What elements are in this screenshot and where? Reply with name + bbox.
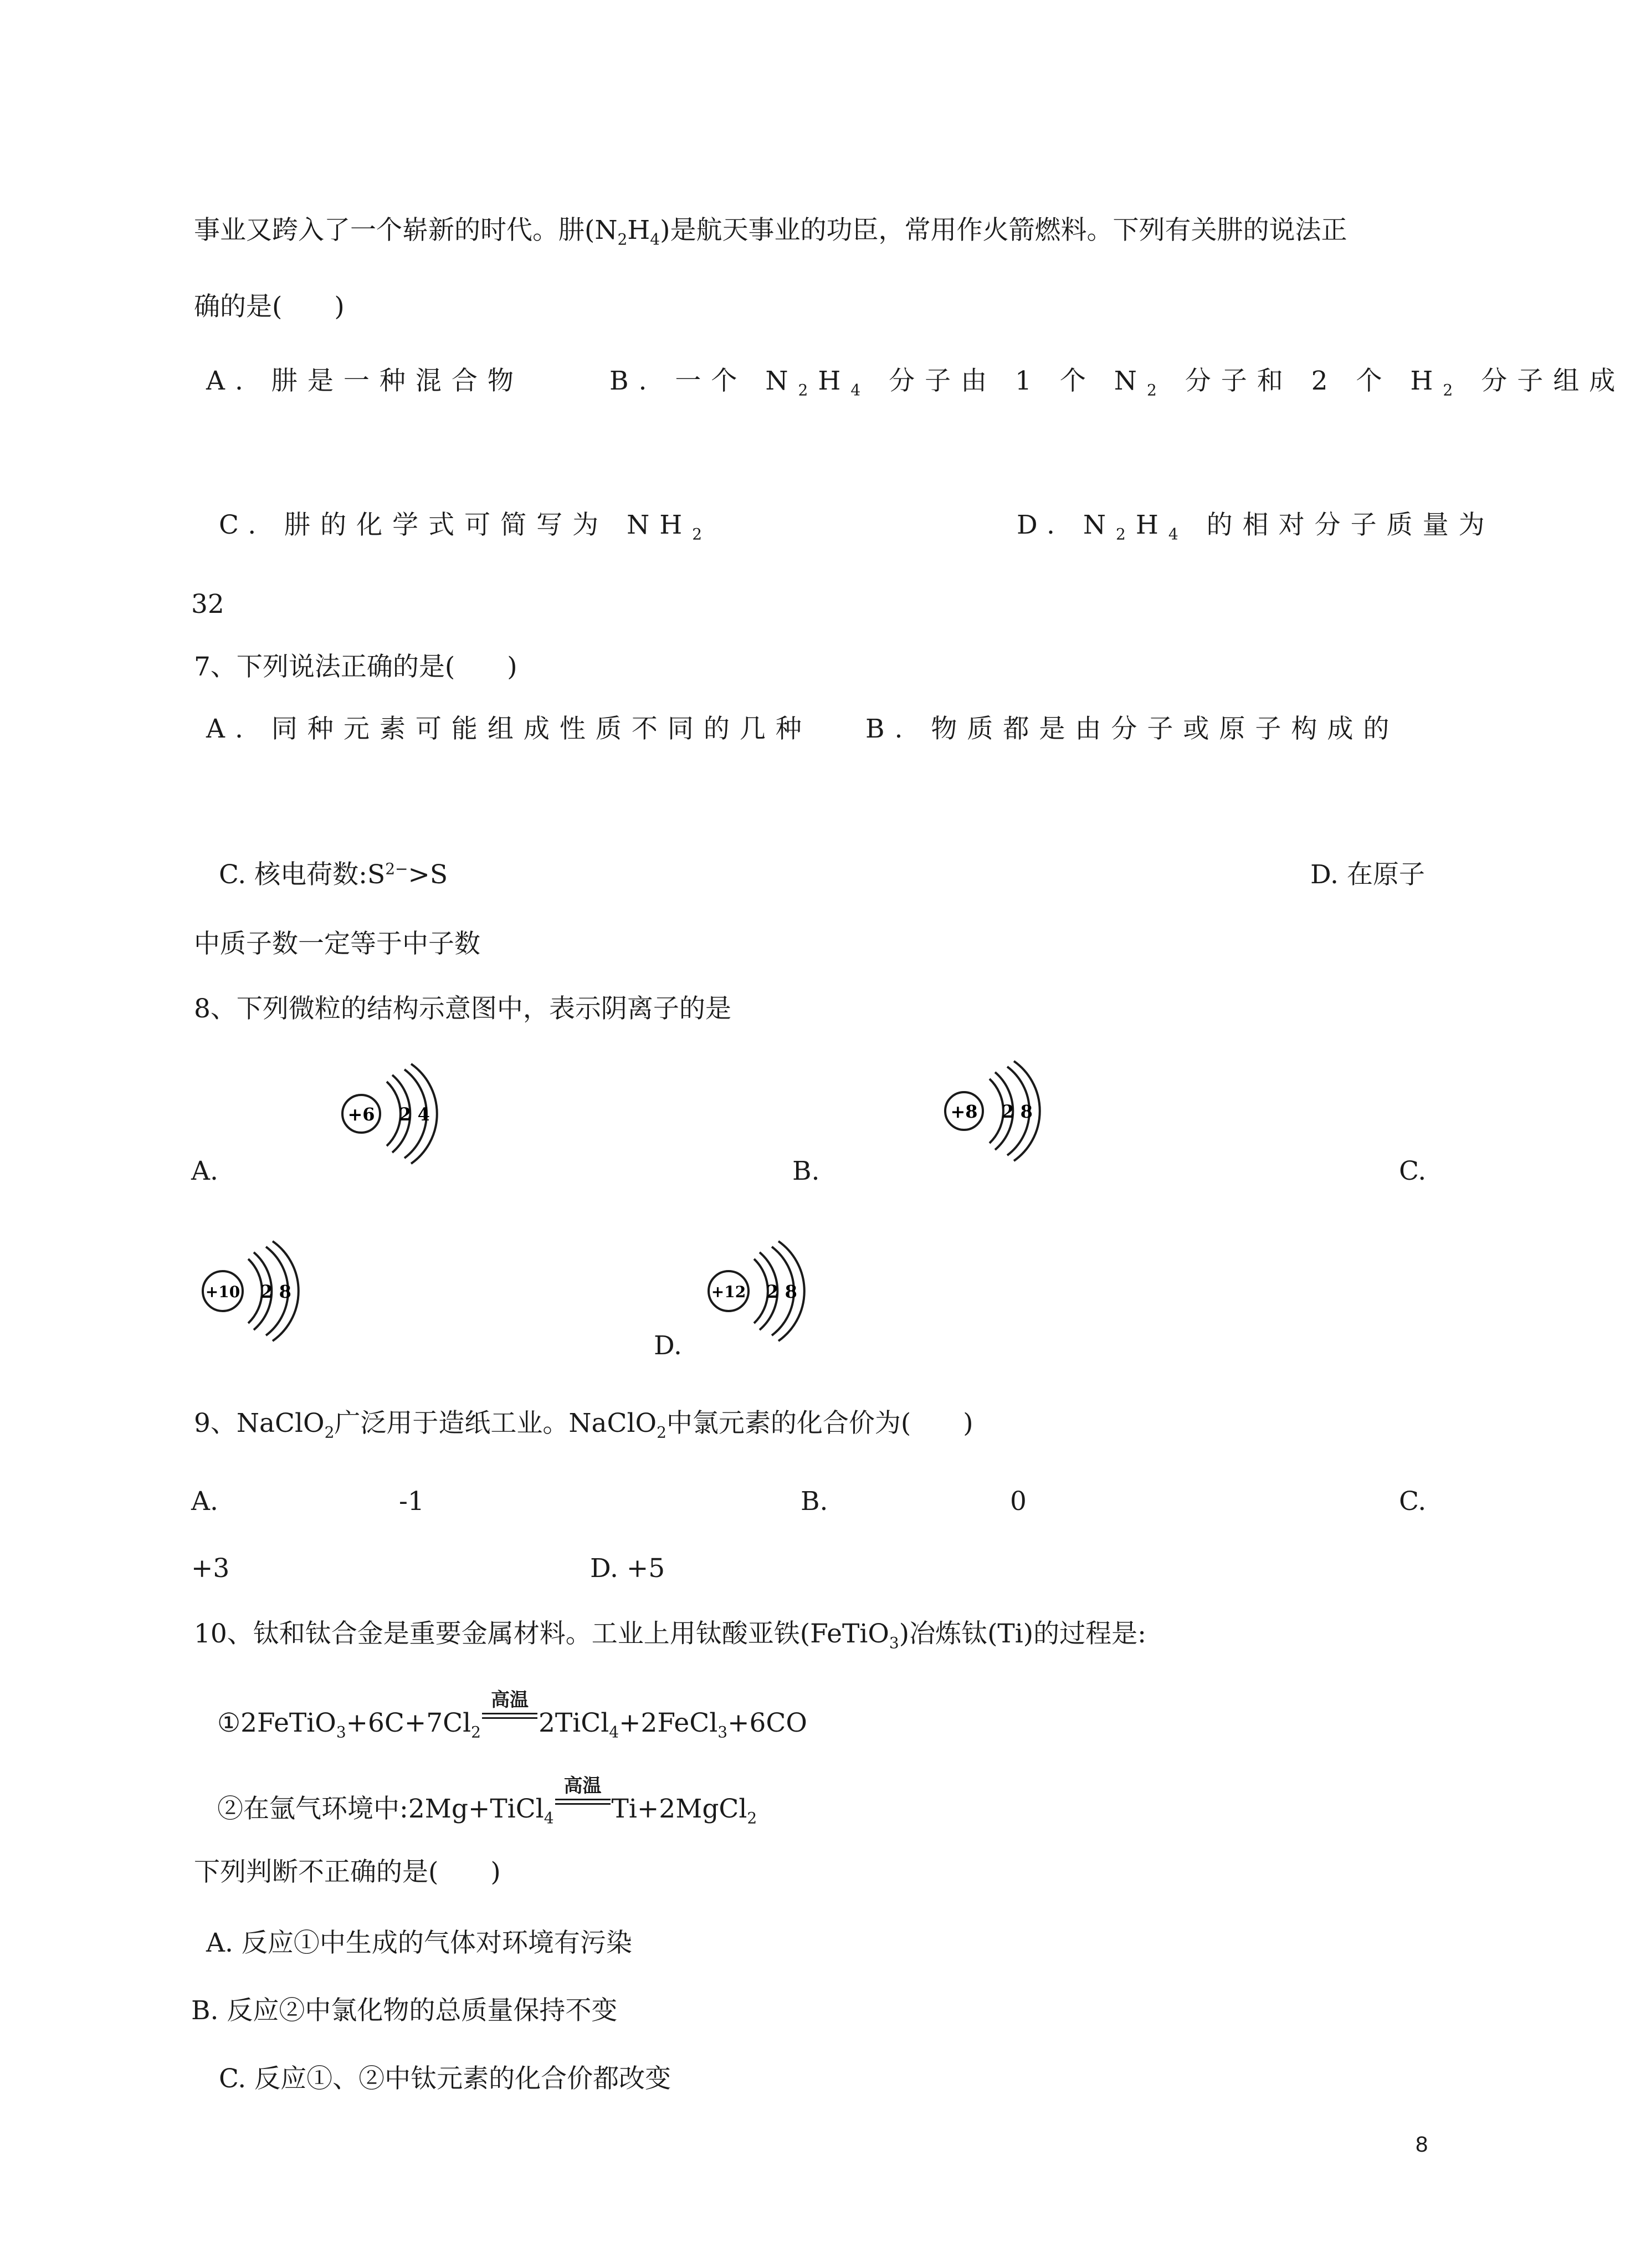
q10-judge-stem: 下列判断不正确的是( ): [194, 1857, 501, 1887]
atom-diagram-b: [935, 1056, 1046, 1166]
shell-arc-inner: [990, 1079, 1003, 1143]
q9-value-c: +3: [191, 1553, 230, 1584]
q7-option-a: A. 同种元素可能组成性质不同的几种: [206, 714, 812, 744]
reaction-condition-arrow: 高温: [481, 1709, 539, 1732]
electron-counts: 2 8: [1002, 1101, 1033, 1122]
q10-stem: 10、钛和钛合金是重要金属材料。工业上用钛酸亚铁(FeTiO$_3$)冶炼钛(Ti)的过程是:: [194, 1619, 1146, 1652]
q9-value-a: -1: [399, 1486, 424, 1517]
q6-option-c: C. 肼的化学式可简写为 $NH_2$: [219, 510, 712, 544]
q8-label-a: A.: [191, 1156, 218, 1186]
q9-label-b: B.: [801, 1486, 828, 1517]
atom-diagram-a: [332, 1058, 443, 1169]
q10-option-b: B. 反应②中氯化物的总质量保持不变: [191, 1995, 618, 2026]
atom-diagram-d: [700, 1236, 811, 1347]
q10-option-a: A. 反应①中生成的气体对环境有污染: [206, 1928, 632, 1958]
q7-option-c: C. 核电荷数$:S^{2-}>S$: [219, 859, 448, 890]
q8-label-b: B.: [792, 1156, 820, 1186]
q6-option-d-continued: 32: [191, 589, 224, 620]
nucleus-charge: +10: [205, 1283, 240, 1301]
electron-counts: 2 8: [260, 1281, 291, 1302]
q9-label-a: A.: [191, 1486, 218, 1517]
electron-counts: 2 4: [399, 1104, 430, 1125]
q6-option-d: D. $N_2H_4$ 的相对分子质量为: [1017, 510, 1495, 544]
q9-stem: 9、NaClO$_2$广泛用于造纸工业。NaClO$_2$中氯元素的化合价为( ): [194, 1408, 973, 1442]
reaction-condition-arrow: 高温: [554, 1795, 612, 1818]
q9-label-c: C.: [1399, 1486, 1427, 1517]
q9-option-d: D. +5: [590, 1553, 665, 1584]
page-number: 8: [1416, 2132, 1428, 2157]
nucleus-charge: +8: [950, 1101, 978, 1122]
q6-stem-line1: 事业又跨入了一个崭新的时代。肼$(N_2H_4)$是航天事业的功臣，常用作火箭燃料。下列有关肼的说法正: [194, 215, 1347, 249]
electron-counts: 2 8: [766, 1281, 797, 1302]
q7-option-d-continued: 中质子数一定等于中子数: [194, 929, 480, 959]
q8-label-d: D.: [654, 1330, 682, 1361]
q8-stem: 8、下列微粒的结构示意图中，表示阴离子的是: [194, 994, 731, 1024]
shell-arc-inner: [754, 1259, 768, 1323]
q7-option-b: B. 物质都是由分子或原子构成的: [865, 714, 1400, 744]
q9-value-b: 0: [1010, 1486, 1027, 1517]
q6-stem-line2: 确的是( ): [194, 291, 345, 322]
q10-reaction-2: ②在氩气环境中:2Mg+TiCl$_4$ 高温 Ti+2MgCl$_2$: [217, 1775, 757, 1827]
nucleus-charge: +6: [347, 1104, 375, 1125]
nucleus-charge: +12: [711, 1283, 746, 1301]
q10-option-c: C. 反应①、②中钛元素的化合价都改变: [219, 2064, 671, 2094]
shell-arc-inner: [248, 1259, 262, 1323]
atom-diagram-c: [194, 1236, 305, 1347]
q8-label-c: C.: [1399, 1156, 1427, 1186]
q7-option-d: D. 在原子: [1310, 859, 1425, 890]
q6-option-a: A. 肼是一种混合物: [206, 366, 524, 396]
shell-arc-inner: [387, 1082, 401, 1146]
q7-stem: 7、下列说法正确的是( ): [194, 652, 517, 682]
q6-option-b: B. 一个 $N_2H_4$ 分子由 1 个 $N_2$ 分子和 2 个 $H_2$ 分子组成: [609, 366, 1625, 400]
q10-reaction-1: $①2FeTiO_3+6C+7Cl_2$ 高温 2TiCl$_4$+2FeCl$_3$+6CO: [217, 1689, 807, 1742]
